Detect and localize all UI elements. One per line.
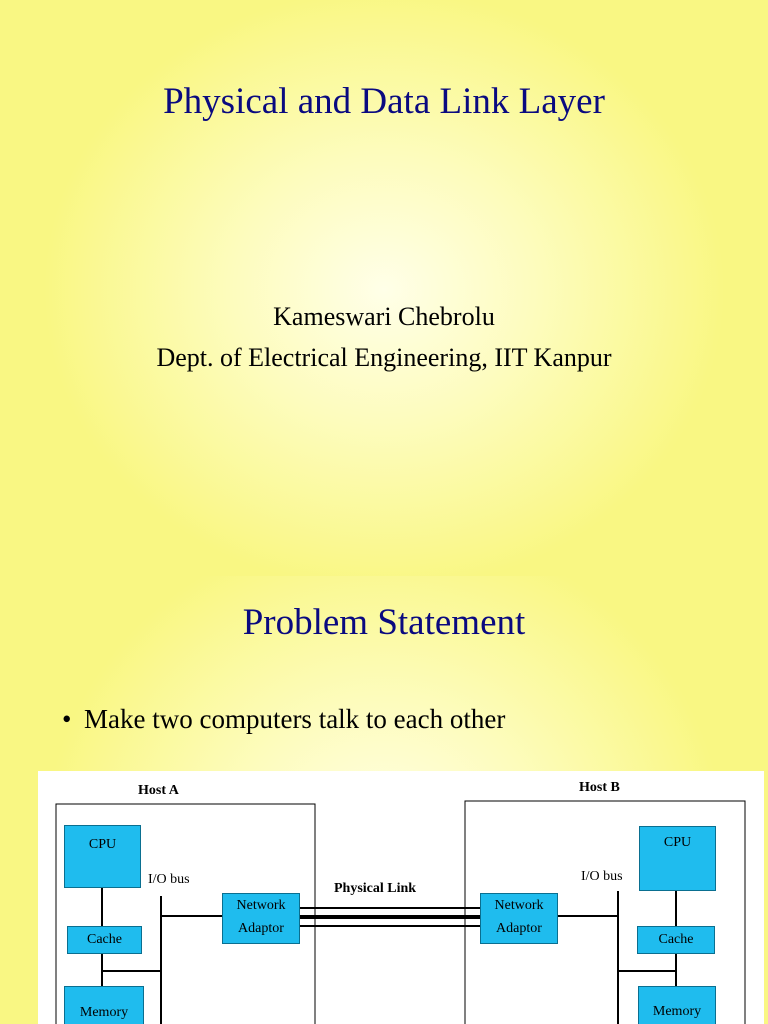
- host-b-label: Host B: [579, 780, 620, 795]
- cpu-label: CPU: [663, 835, 692, 850]
- host-b-cache-box: [637, 926, 715, 954]
- problem-statement-slide: [0, 576, 768, 1024]
- memory-label: Memory: [79, 1005, 129, 1020]
- physical-link-label: Physical Link: [334, 881, 417, 896]
- network-diagram: [38, 771, 764, 1024]
- host-b-io-bus-label: I/O bus: [581, 869, 623, 884]
- bullet-item: [62, 704, 505, 735]
- slide-title: Problem Statement: [242, 602, 526, 643]
- host-a-memory-box: [64, 986, 144, 1024]
- network-adaptor-label-line1: Network: [236, 898, 286, 913]
- host-b-memory-box: [638, 986, 716, 1024]
- bullet-text: Make two computers talk to each other: [84, 704, 506, 734]
- host-a-cache-box: [67, 926, 142, 954]
- network-adaptor-label-line1: Network: [494, 898, 544, 913]
- host-b-cpu-box: [639, 826, 716, 891]
- network-adaptor-label-line2: Adaptor: [238, 921, 284, 936]
- host-a-cpu-box: [64, 825, 141, 888]
- slide-title: Physical and Data Link Layer: [163, 81, 605, 122]
- memory-label: Memory: [652, 1004, 702, 1019]
- cache-label: Cache: [87, 932, 122, 947]
- network-adaptor-label-line2: Adaptor: [496, 921, 542, 936]
- host-a-io-bus-label: I/O bus: [148, 872, 190, 887]
- author-name: Kameswari Chebrolu: [273, 302, 495, 331]
- cpu-label: CPU: [88, 837, 117, 852]
- host-a-network-adaptor-box: [222, 893, 300, 944]
- cache-label: Cache: [658, 932, 694, 947]
- host-a-label: Host A: [138, 783, 179, 798]
- author-affiliation: Dept. of Electrical Engineering, IIT Kanpur: [156, 343, 612, 372]
- bullet-icon: •: [62, 704, 72, 734]
- host-b-network-adaptor-box: [480, 893, 558, 944]
